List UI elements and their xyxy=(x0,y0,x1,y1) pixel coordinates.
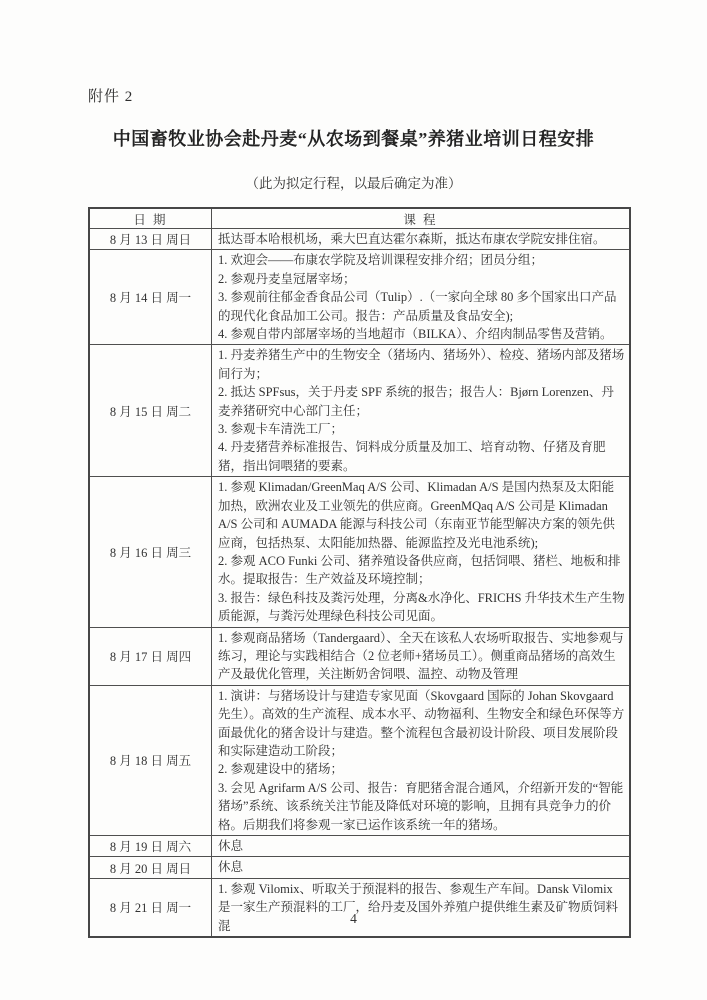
course-item: 3. 参观前往郁金香食品公司（Tulip）.（一家向全球 80 多个国家出口产品的现代化食品加工公司。报告：产品质量及食品安全); xyxy=(218,290,617,323)
course-cell xyxy=(212,345,631,477)
course-item: 休息 xyxy=(218,860,244,875)
table-row xyxy=(89,878,630,937)
course-item: 2. 参观建设中的猪场； xyxy=(218,762,344,777)
course-item: 4. 丹麦猪营养标准报告、饲料成分质量及加工、培育动物、仔猪及育肥猪，指出饲喂猪的要素。 xyxy=(218,440,606,473)
course-item: 1. 参观 Vilomix、听取关于预混料的报告、参观生产车间。Dansk Vilomix 是一家生产预混料的工厂，给丹麦及国外养殖户提供维生素及矿物质饲料混 xyxy=(218,881,619,933)
course-item: 2. 参观丹麦皇冠屠宰场； xyxy=(218,271,356,286)
course-cell xyxy=(212,878,631,937)
table-row xyxy=(89,345,630,477)
table-row xyxy=(89,857,630,878)
column-header-course: 课 程 xyxy=(212,208,631,229)
course-cell xyxy=(212,229,631,250)
table-row xyxy=(89,477,630,627)
course-item: 1. 参观 Klimadan/GreenMaq A/S 公司、Klimadan A/S 是国内热泵及太阳能加热，欧洲农业及工业领先的供应商。GreenMQaq A/S 公司是 Klimadan A/S 公司和 AUMADA 能源与科技公司（东南亚节能型解决方案的领先供应商，包括热泵、太阳能加热器、能源监控及光电池系统); xyxy=(218,480,615,550)
column-header-date: 日 期 xyxy=(89,208,212,229)
table-row xyxy=(89,627,630,685)
course-cell xyxy=(212,477,631,627)
date-cell: 8 月 15 日 周二 xyxy=(89,345,212,477)
date-cell: 8 月 14 日 周一 xyxy=(89,250,212,345)
date-cell: 8 月 13 日 周日 xyxy=(89,229,212,250)
schedule-table-header xyxy=(89,208,630,229)
course-cell xyxy=(212,685,631,835)
attachment-label: 附件 2 xyxy=(88,89,134,105)
table-row xyxy=(89,250,630,345)
course-cell xyxy=(212,250,631,345)
course-cell xyxy=(212,857,631,878)
course-item: 休息 xyxy=(218,839,244,853)
table-row xyxy=(89,229,630,250)
course-item: 1. 欢迎会——布康农学院及培训课程安排介绍；团员分组； xyxy=(218,253,544,268)
table-row xyxy=(89,836,630,857)
date-cell: 8 月 20 日 周日 xyxy=(89,857,212,878)
course-item: 1. 演讲：与猪场设计与建造专家见面（Skovgaard 国际的 Johan Skovgaard 先生）。高效的生产流程、成本水平、动物福利、生物安全和绿色环保等方面最优化的猪舍设计与建造。整个流程包含最初设计阶段、项目发展阶段和实际建造动工阶段； xyxy=(218,688,625,758)
schedule-table-body xyxy=(89,229,630,938)
course-item: 抵达哥本哈根机场，乘大巴直达霍尔森斯，抵达布康农学院安排住宿。 xyxy=(218,232,606,246)
course-item: 1. 参观商品猪场（Tandergaard）、全天在该私人农场听取报告、实地参观与练习，理论与实践相结合（2 位老师+猪场员工）。侧重商品猪场的高效生产及最优化管理，关注断奶舍饲喂、温控、动物及管理 xyxy=(218,630,624,682)
table-row xyxy=(89,685,630,835)
date-cell: 8 月 17 日 周四 xyxy=(89,627,212,685)
schedule-table xyxy=(88,207,631,938)
page-number: 4 xyxy=(350,911,357,926)
course-item: 1. 丹麦养猪生产中的生物安全（猪场内、猪场外）、检疫、猪场内部及猪场间行为； xyxy=(218,348,625,381)
course-item: 3. 报告：绿色科技及粪污处理，分离&水净化、FRICHS 升华技术生产生物质能源，与粪污处理绿色科技公司见面。 xyxy=(218,590,625,624)
course-item: 4. 参观自带内部屠宰场的当地超市（BILKA）、介绍肉制品零售及营销。 xyxy=(218,327,613,342)
course-cell xyxy=(212,836,631,857)
course-item: 2. 参观 ACO Funki 公司、猪养殖设备供应商，包括饲喂、猪栏、地板和排水。提取报告：生产效益及环境控制； xyxy=(218,553,621,587)
course-item: 3. 会见 Agrifarm A/S 公司、报告：育肥猪舍混合通风，介绍新开发的“智能猪场”系统、该系统关注节能及降低对环境的影响，且拥有具竞争力的价格。后期我们将参观一家已运作该系统一年的猪场。 xyxy=(218,780,624,832)
date-cell: 8 月 19 日 周六 xyxy=(89,836,212,857)
header-row xyxy=(89,208,630,229)
course-cell xyxy=(212,627,631,685)
date-cell: 8 月 21 日 周一 xyxy=(89,878,212,937)
page-title: 中国畜牧业协会赴丹麦“从农场到餐桌”养猪业培训日程安排 xyxy=(112,129,595,149)
course-item: 3. 参观卡车清洗工厂； xyxy=(218,422,344,437)
date-cell: 8 月 16 日 周三 xyxy=(89,477,212,627)
page-subtitle: （此为拟定行程，以最后确定为准） xyxy=(245,176,462,191)
date-cell: 8 月 18 日 周五 xyxy=(89,685,212,835)
course-item: 2. 抵达 SPFsus，关于丹麦 SPF 系统的报告；报告人：Bjørn Lorenzen、丹麦养猪研究中心部门主任； xyxy=(218,385,614,418)
